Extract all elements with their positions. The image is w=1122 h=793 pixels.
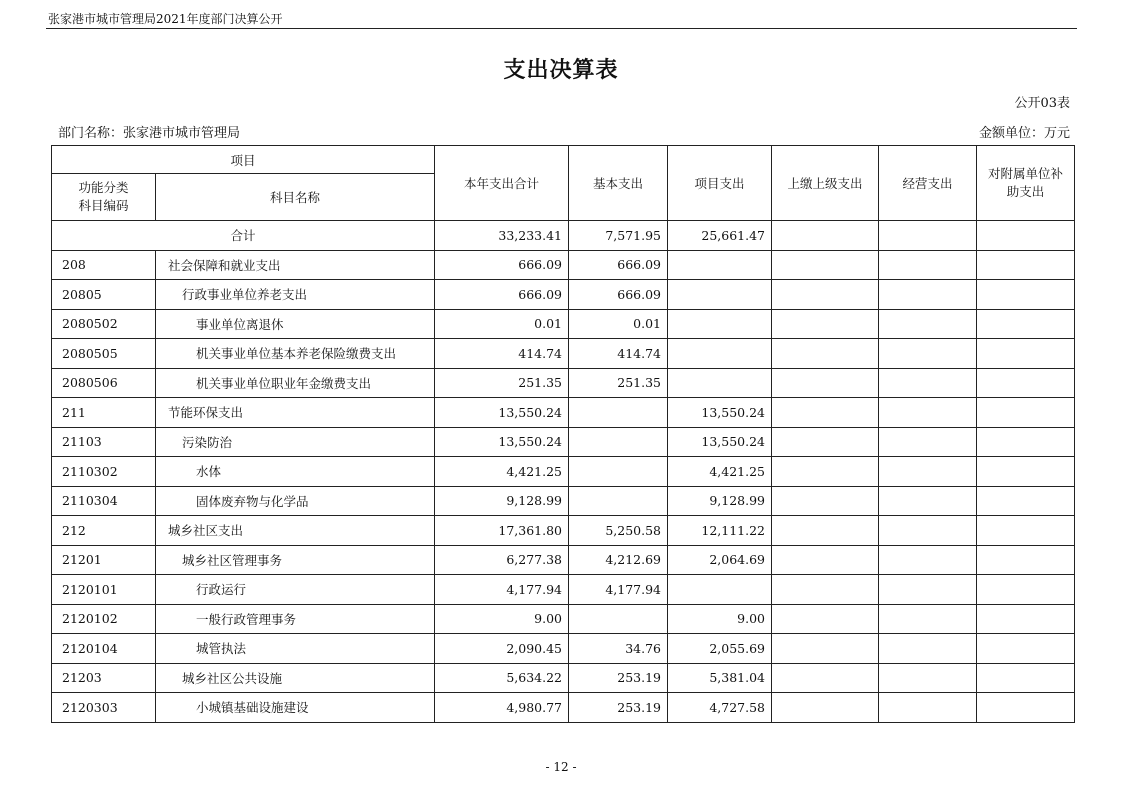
cell-project: 4,727.58 (668, 693, 772, 723)
cell-total: 9,128.99 (435, 486, 569, 516)
cell-func-code: 21203 (52, 663, 156, 693)
page-number: - 12 - (545, 760, 577, 774)
cell-total: 9.00 (435, 604, 569, 634)
table-row (52, 516, 1075, 546)
cell-subsidy (977, 250, 1075, 280)
cell-func-code: 21201 (52, 545, 156, 575)
total-subsidy (977, 221, 1075, 251)
cell-business (879, 339, 977, 369)
cell-project: 13,550.24 (668, 427, 772, 457)
cell-upper (772, 604, 879, 634)
cell-total: 0.01 (435, 309, 569, 339)
table-row (52, 663, 1075, 693)
cell-subject-name: 水体 (156, 457, 435, 487)
cell-project: 13,550.24 (668, 398, 772, 428)
cell-subject-name: 污染防治 (156, 427, 435, 457)
cell-basic (569, 486, 668, 516)
total-row (52, 221, 1075, 251)
cell-subject-name: 机关事业单位基本养老保险缴费支出 (156, 339, 435, 369)
cell-upper (772, 693, 879, 723)
cell-subsidy (977, 663, 1075, 693)
table-code: 公开03表 (1014, 96, 1070, 111)
header-item: 项目 (52, 146, 435, 174)
cell-business (879, 280, 977, 310)
cell-subsidy (977, 634, 1075, 664)
table-row (52, 280, 1075, 310)
header-row-1 (52, 146, 1075, 174)
cell-total: 251.35 (435, 368, 569, 398)
cell-total: 13,550.24 (435, 398, 569, 428)
cell-subsidy (977, 309, 1075, 339)
cell-project: 9.00 (668, 604, 772, 634)
cell-business (879, 693, 977, 723)
cell-basic (569, 427, 668, 457)
cell-func-code: 2080506 (52, 368, 156, 398)
cell-total: 13,550.24 (435, 427, 569, 457)
table-row (52, 368, 1075, 398)
cell-total: 4,421.25 (435, 457, 569, 487)
cell-func-code: 212 (52, 516, 156, 546)
cell-total: 4,177.94 (435, 575, 569, 605)
expenditure-table (51, 145, 1075, 723)
cell-subsidy (977, 516, 1075, 546)
cell-subsidy (977, 457, 1075, 487)
cell-basic: 251.35 (569, 368, 668, 398)
table-row (52, 457, 1075, 487)
total-basic: 7,571.95 (569, 221, 668, 251)
total-project: 25,661.47 (668, 221, 772, 251)
cell-business (879, 398, 977, 428)
cell-upper (772, 457, 879, 487)
cell-upper (772, 309, 879, 339)
cell-upper (772, 368, 879, 398)
cell-func-code: 20805 (52, 280, 156, 310)
cell-subsidy (977, 575, 1075, 605)
cell-business (879, 575, 977, 605)
cell-basic: 666.09 (569, 250, 668, 280)
cell-subsidy (977, 545, 1075, 575)
header-subject-name: 科目名称 (156, 174, 435, 221)
cell-project: 2,064.69 (668, 545, 772, 575)
cell-subject-name: 行政运行 (156, 575, 435, 605)
cell-func-code: 2080505 (52, 339, 156, 369)
header-func-code: 功能分类 科目编码 (52, 174, 156, 221)
cell-basic: 414.74 (569, 339, 668, 369)
cell-total: 6,277.38 (435, 545, 569, 575)
department-label: 部门名称：张家港市城市管理局 (58, 126, 241, 141)
cell-project (668, 368, 772, 398)
cell-upper (772, 516, 879, 546)
cell-subject-name: 城乡社区公共设施 (156, 663, 435, 693)
cell-business (879, 663, 977, 693)
cell-basic: 5,250.58 (569, 516, 668, 546)
table-row (52, 545, 1075, 575)
cell-subject-name: 城乡社区支出 (156, 516, 435, 546)
cell-func-code: 2110304 (52, 486, 156, 516)
cell-func-code: 208 (52, 250, 156, 280)
total-label: 合计 (52, 221, 435, 251)
table-row (52, 309, 1075, 339)
cell-total: 666.09 (435, 280, 569, 310)
cell-basic: 0.01 (569, 309, 668, 339)
cell-business (879, 368, 977, 398)
cell-total: 5,634.22 (435, 663, 569, 693)
cell-subsidy (977, 693, 1075, 723)
cell-business (879, 486, 977, 516)
cell-business (879, 516, 977, 546)
table-row (52, 339, 1075, 369)
cell-basic: 4,212.69 (569, 545, 668, 575)
table-row (52, 398, 1075, 428)
cell-project: 12,111.22 (668, 516, 772, 546)
cell-upper (772, 545, 879, 575)
table-row (52, 486, 1075, 516)
cell-business (879, 309, 977, 339)
total-total: 33,233.41 (435, 221, 569, 251)
cell-project: 5,381.04 (668, 663, 772, 693)
unit-label: 金额单位：万元 (978, 126, 1070, 141)
cell-upper (772, 398, 879, 428)
cell-subsidy (977, 339, 1075, 369)
table-row (52, 575, 1075, 605)
table-row (52, 427, 1075, 457)
table-row (52, 693, 1075, 723)
cell-upper (772, 486, 879, 516)
cell-business (879, 250, 977, 280)
header-total: 本年支出合计 (435, 146, 569, 221)
cell-basic (569, 398, 668, 428)
cell-project (668, 280, 772, 310)
table-row (52, 634, 1075, 664)
cell-business (879, 457, 977, 487)
cell-subject-name: 城乡社区管理事务 (156, 545, 435, 575)
cell-func-code: 2120101 (52, 575, 156, 605)
cell-subsidy (977, 368, 1075, 398)
cell-project (668, 250, 772, 280)
cell-basic: 4,177.94 (569, 575, 668, 605)
cell-subject-name: 小城镇基础设施建设 (156, 693, 435, 723)
cell-subsidy (977, 280, 1075, 310)
cell-total: 2,090.45 (435, 634, 569, 664)
cell-business (879, 545, 977, 575)
cell-basic (569, 457, 668, 487)
cell-func-code: 21103 (52, 427, 156, 457)
total-business (879, 221, 977, 251)
cell-subject-name: 城管执法 (156, 634, 435, 664)
cell-total: 666.09 (435, 250, 569, 280)
cell-func-code: 211 (52, 398, 156, 428)
cell-upper (772, 575, 879, 605)
cell-subsidy (977, 427, 1075, 457)
cell-subsidy (977, 486, 1075, 516)
cell-business (879, 634, 977, 664)
cell-project (668, 339, 772, 369)
header-upper: 上缴上级支出 (772, 146, 879, 221)
cell-subsidy (977, 398, 1075, 428)
table-row (52, 250, 1075, 280)
cell-func-code: 2120303 (52, 693, 156, 723)
cell-subject-name: 事业单位离退休 (156, 309, 435, 339)
cell-project: 4,421.25 (668, 457, 772, 487)
cell-project (668, 575, 772, 605)
cell-upper (772, 250, 879, 280)
cell-subsidy (977, 604, 1075, 634)
cell-business (879, 604, 977, 634)
header-subsidy: 对附属单位补 助支出 (977, 146, 1075, 221)
cell-upper (772, 280, 879, 310)
cell-basic: 666.09 (569, 280, 668, 310)
cell-basic: 253.19 (569, 663, 668, 693)
page-title: 支出决算表 (503, 58, 619, 83)
cell-total: 17,361.80 (435, 516, 569, 546)
cell-subject-name: 机关事业单位职业年金缴费支出 (156, 368, 435, 398)
cell-project: 2,055.69 (668, 634, 772, 664)
cell-subject-name: 行政事业单位养老支出 (156, 280, 435, 310)
cell-basic: 34.76 (569, 634, 668, 664)
cell-business (879, 427, 977, 457)
cell-func-code: 2120104 (52, 634, 156, 664)
header-project: 项目支出 (668, 146, 772, 221)
cell-func-code: 2080502 (52, 309, 156, 339)
header-business: 经营支出 (879, 146, 977, 221)
cell-subject-name: 社会保障和就业支出 (156, 250, 435, 280)
cell-total: 414.74 (435, 339, 569, 369)
cell-upper (772, 339, 879, 369)
cell-func-code: 2110302 (52, 457, 156, 487)
header-basic: 基本支出 (569, 146, 668, 221)
cell-total: 4,980.77 (435, 693, 569, 723)
cell-project (668, 309, 772, 339)
running-header: 张家港市城市管理局2021年度部门决算公开 (48, 12, 283, 26)
header-rule (46, 28, 1077, 29)
cell-func-code: 2120102 (52, 604, 156, 634)
cell-upper (772, 427, 879, 457)
cell-upper (772, 663, 879, 693)
total-upper (772, 221, 879, 251)
cell-subject-name: 固体废弃物与化学品 (156, 486, 435, 516)
cell-basic (569, 604, 668, 634)
cell-subject-name: 一般行政管理事务 (156, 604, 435, 634)
cell-project: 9,128.99 (668, 486, 772, 516)
cell-subject-name: 节能环保支出 (156, 398, 435, 428)
table-row (52, 604, 1075, 634)
cell-basic: 253.19 (569, 693, 668, 723)
cell-upper (772, 634, 879, 664)
